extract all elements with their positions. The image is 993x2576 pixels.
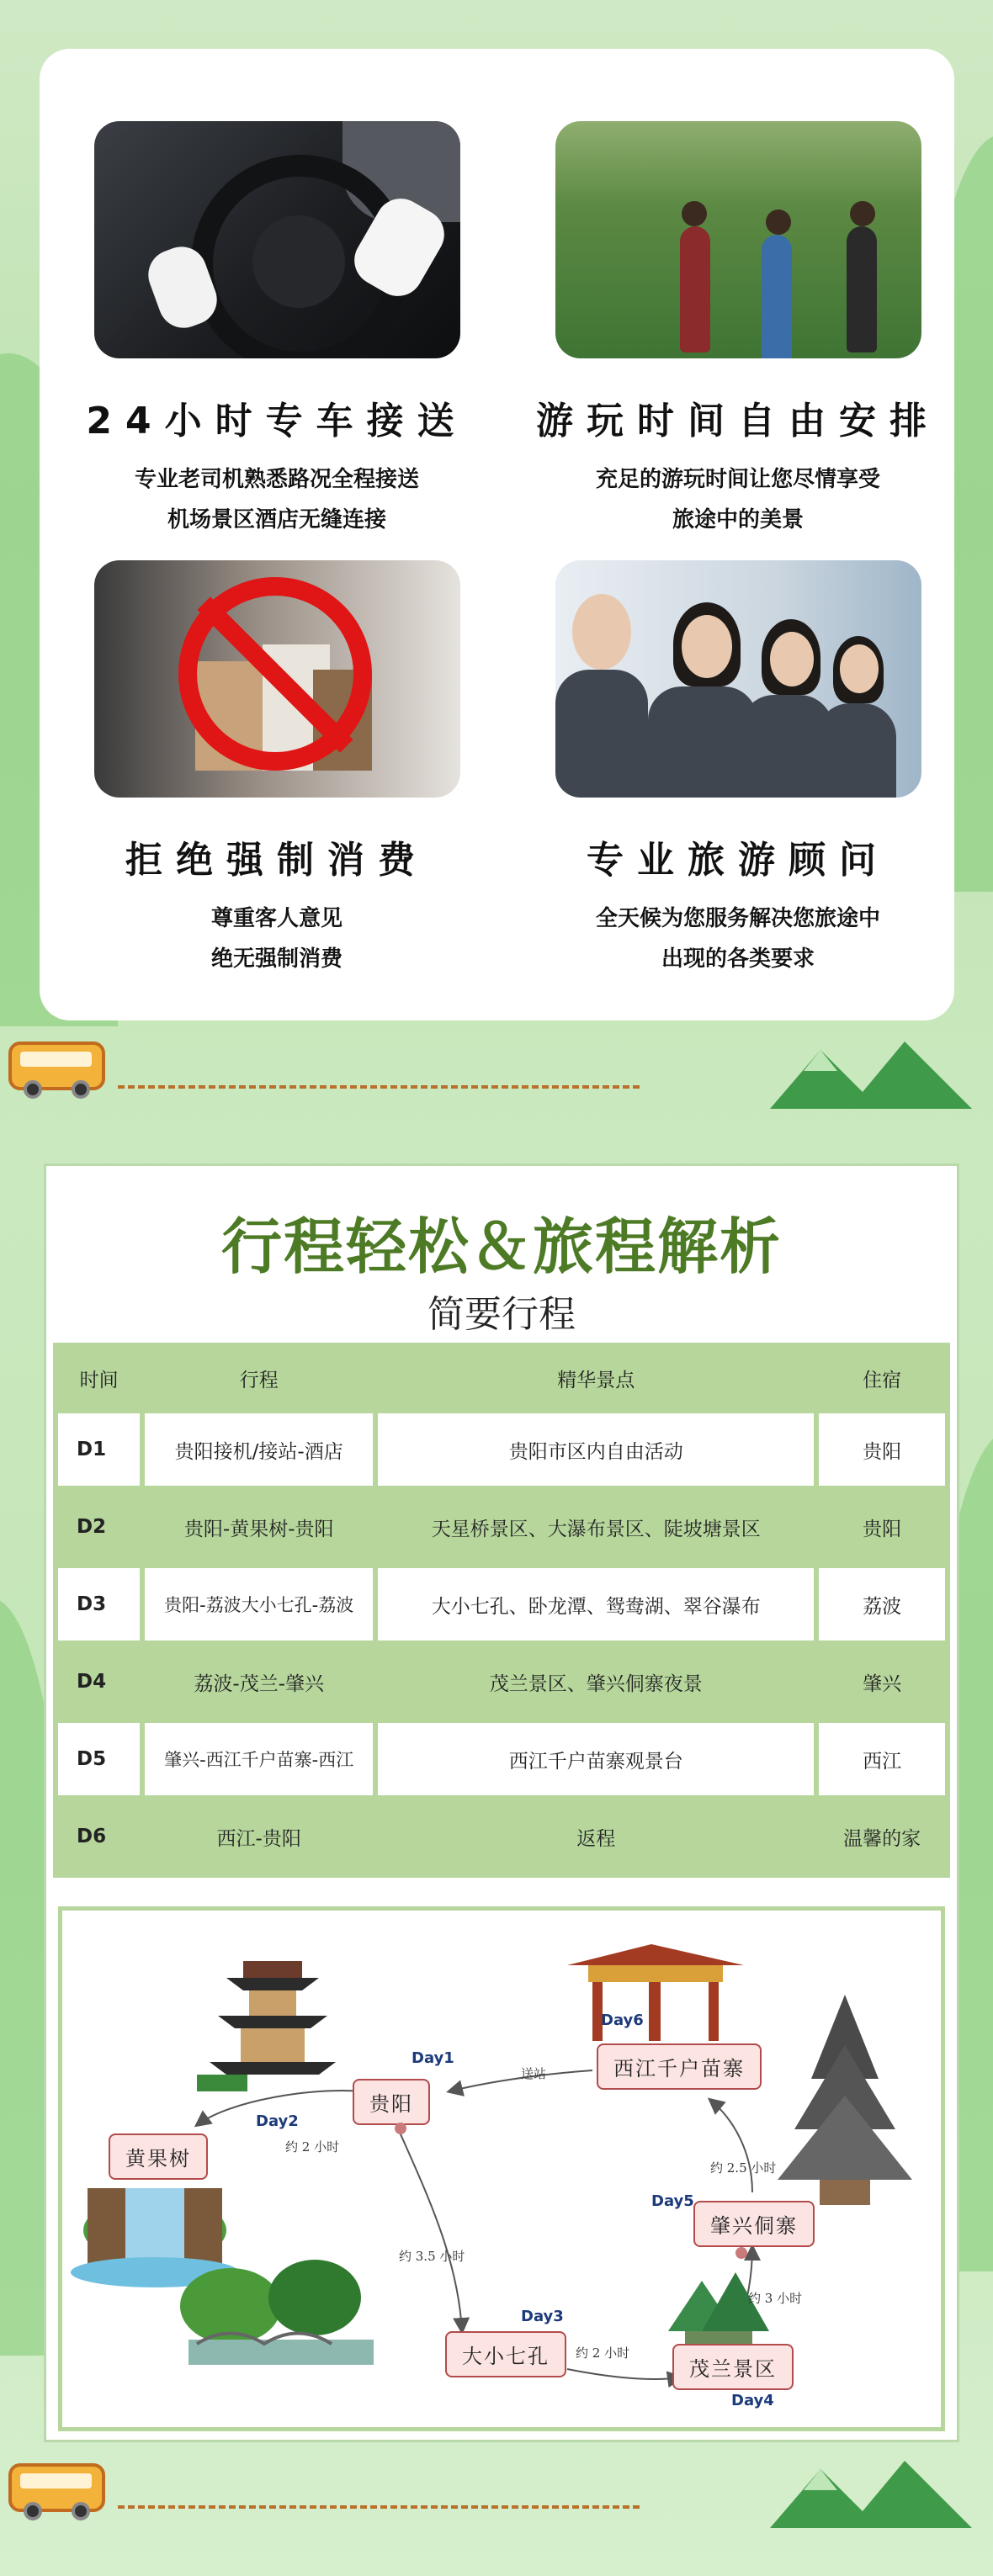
feature-title: 24小时专车接送 [86,400,468,443]
cell-route: 荔波-茂兰-肇兴 [145,1646,373,1718]
route-note: 送站 [521,2066,547,2081]
cell-spots: 大小七孔、卧龙潭、鸳鸯湖、翠谷瀑布 [378,1568,814,1640]
day-tag: Day6 [601,2012,644,2029]
schedule-table [53,1343,950,1878]
header-route: 行程 [145,1348,373,1408]
cell-route: 贵阳-荔波大小七孔-荔波 [145,1568,373,1640]
feature-desc: 全天候为您服务解决您旅途中 出现的各类要求 [595,906,880,972]
cell-day: D3 [58,1568,140,1640]
feature-transfer [75,121,479,540]
cell-route: 贵阳-黄果树-贵阳 [145,1491,373,1563]
no-shopping-photo [94,560,460,798]
cell-stay: 贵阳 [819,1413,945,1486]
feature-title: 专业旅游顾问 [587,839,889,882]
route-note: 约 2 小时 [285,2139,340,2155]
table-row [58,1568,945,1640]
map-pin [735,2247,747,2259]
route-note: 约 3 小时 [748,2291,803,2306]
feature-free-schedule [536,121,940,540]
drum-tower-illustration [778,1995,912,2205]
mountain-icon [770,1033,972,1109]
mountain-icon [770,2452,972,2528]
route-dashes [118,2505,640,2509]
cell-stay: 贵阳 [819,1491,945,1563]
map-node-daxiaoqikong: 大小七孔 [445,2331,566,2377]
cell-day: D5 [58,1723,140,1795]
route-dashes [118,1085,640,1089]
day-tag: Day2 [256,2112,299,2130]
forest-village-illustration [668,2272,769,2348]
travelers-field-photo [555,121,921,358]
cell-stay: 温馨的家 [819,1800,945,1873]
table-row [58,1800,945,1873]
feature-consultant [536,560,940,979]
feature-title: 拒绝强制消费 [125,839,428,882]
day-tag: Day3 [521,2308,564,2325]
route-map [58,1906,945,2431]
feature-desc: 尊重客人意见 绝无强制消费 [210,906,343,972]
cell-spots: 贵阳市区内自由活动 [378,1413,814,1486]
bus-icon [8,2463,105,2512]
car-driver-photo [94,121,460,358]
route-note: 约 2 小时 [576,2345,630,2361]
map-node-huangguoshu: 黄果树 [109,2133,208,2180]
gate-illustration [567,1944,744,2041]
cell-day: D2 [58,1491,140,1563]
cell-spots: 茂兰景区、肇兴侗寨夜景 [378,1646,814,1718]
cell-stay: 肇兴 [819,1646,945,1718]
header-stay: 住宿 [819,1348,945,1408]
map-node-zhaoxing: 肇兴侗寨 [693,2201,815,2247]
table-row [58,1413,945,1486]
trees-bridge-illustration [180,2260,374,2365]
itinerary-card [44,1163,959,2442]
table-row [58,1723,945,1795]
table-row [58,1491,945,1563]
cell-day: D4 [58,1646,140,1718]
header-spots: 精华景点 [378,1348,814,1408]
cell-spots: 天星桥景区、大瀑布景区、陡坡塘景区 [378,1491,814,1563]
cell-route: 西江-贵阳 [145,1800,373,1873]
cell-day: D1 [58,1413,140,1486]
map-node-xijiang: 西江千户苗寨 [597,2043,762,2090]
map-pin [395,2123,406,2134]
route-note: 约 3.5 小时 [399,2249,465,2264]
day-tag: Day1 [412,2049,454,2067]
route-note: 约 2.5 小时 [710,2160,777,2176]
bus-icon [8,1042,105,1090]
feature-no-forced-shopping [75,560,479,979]
header-time: 时间 [58,1348,140,1408]
feature-title: 游玩时间自由安排 [536,400,940,443]
cell-spots: 返程 [378,1800,814,1873]
feature-desc: 充足的游玩时间让您尽情享受 旅途中的美景 [595,467,880,533]
call-center-photo [555,560,921,798]
itinerary-subtitle: 简要行程 [427,1293,576,1336]
cell-route: 贵阳接机/接站-酒店 [145,1413,373,1486]
cell-route: 肇兴-西江千户苗寨-西江 [145,1723,373,1795]
features-card [40,49,954,1020]
map-node-guiyang: 贵阳 [353,2079,430,2125]
pagoda-illustration [197,1961,336,2091]
day-tag: Day5 [651,2192,694,2210]
cell-spots: 西江千户苗寨观景台 [378,1723,814,1795]
table-row [58,1646,945,1718]
cell-stay: 荔波 [819,1568,945,1640]
cell-stay: 西江 [819,1723,945,1795]
itinerary-title: 行程轻松＆旅程解析 [220,1211,782,1282]
feature-desc: 专业老司机熟悉路况全程接送 机场景区酒店无缝连接 [134,467,419,533]
table-header-row [58,1348,945,1408]
day-tag: Day4 [731,2392,774,2409]
cell-day: D6 [58,1800,140,1873]
map-node-maolan: 茂兰景区 [672,2344,794,2390]
